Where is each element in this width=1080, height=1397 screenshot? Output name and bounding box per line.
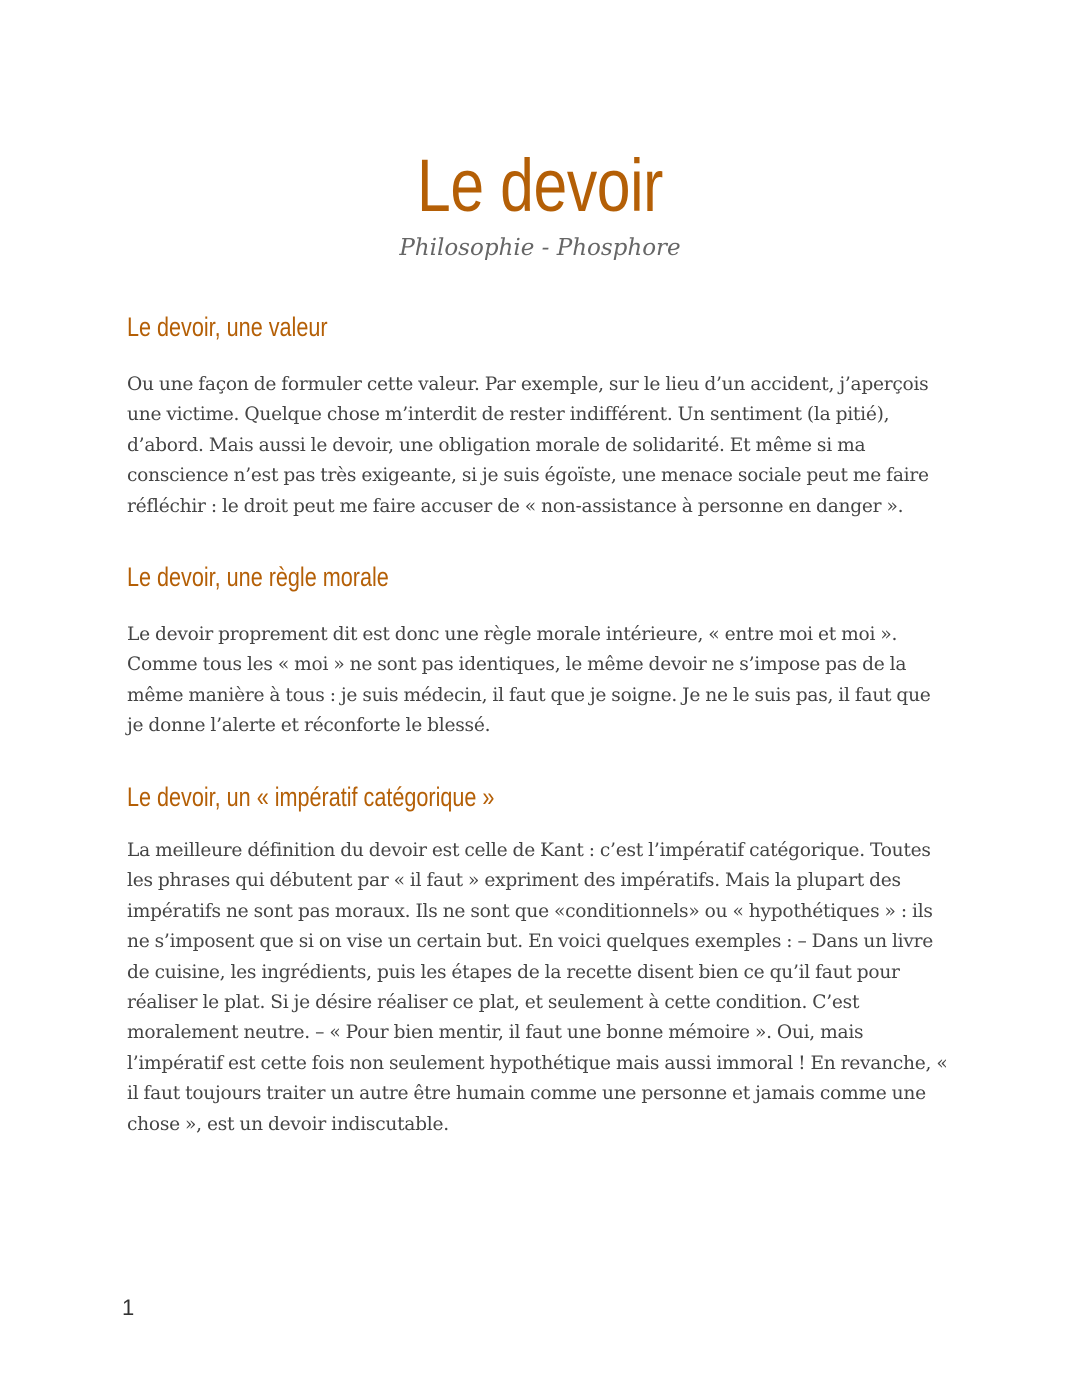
paragraph-line: même manière à tous : je suis médecin, il faut que je soigne. Je ne le suis pas, il faut que bbox=[127, 684, 931, 706]
document-title: Le devoir bbox=[417, 144, 663, 227]
paragraph-line: les phrases qui débutent par « il faut » expriment des impératifs. Mais la plupart des bbox=[127, 870, 901, 892]
paragraph-line: réfléchir : le droit peut me faire accuser de « non-assistance à personne en danger ». bbox=[127, 495, 904, 517]
paragraph-line: Le devoir proprement dit est donc une règle morale intérieure, « entre moi et moi ». bbox=[127, 624, 898, 645]
paragraph-line: réaliser le plat. Si je désire réaliser ce plat, et seulement à cette condition. C’est bbox=[127, 992, 860, 1014]
page-number: 1 bbox=[122, 1295, 135, 1320]
paragraph-line: il faut toujours traiter un autre être humain comme une personne et jamais comme une bbox=[127, 1083, 926, 1105]
paragraph-line: impératifs ne sont pas moraux. Ils ne sont que «conditionnels» ou « hypothétiques » : ils bbox=[127, 900, 933, 922]
paragraph-line: moralement neutre. – « Pour bien mentir, il faut une bonne mémoire ». Oui, mais bbox=[127, 1022, 864, 1044]
section-paragraph bbox=[127, 836, 957, 1140]
section-heading: Le devoir, une valeur bbox=[127, 312, 328, 342]
paragraph-line: La meilleure définition du devoir est celle de Kant : c’est l’impératif catégorique. Toutes bbox=[127, 840, 931, 861]
paragraph-line: conscience n’est pas très exigeante, si je suis égoïste, une menace sociale peut me faire bbox=[127, 465, 929, 487]
section-heading: Le devoir, un « impératif catégorique » bbox=[127, 782, 495, 812]
section-imperatif-categorique bbox=[127, 780, 957, 1140]
paragraph-line: ne s’imposent que si on vise un certain but. En voici quelques exemples : – Dans un livre bbox=[127, 931, 933, 953]
paragraph-line: Ou une façon de formuler cette valeur. Par exemple, sur le lieu d’un accident, j’aperçois bbox=[127, 374, 929, 395]
section-regle-morale bbox=[127, 560, 957, 742]
section-heading: Le devoir, une règle morale bbox=[127, 562, 389, 592]
section-valeur bbox=[127, 310, 957, 522]
paragraph-line: chose », est un devoir indiscutable. bbox=[127, 1113, 449, 1135]
section-paragraph bbox=[127, 370, 957, 522]
paragraph-line: l’impératif est cette fois non seulement hypothétique mais aussi immoral ! En revanche, « bbox=[127, 1052, 948, 1074]
paragraph-line: de cuisine, les ingrédients, puis les étapes de la recette disent bien ce qu’il faut pour bbox=[127, 961, 900, 983]
paragraph-line: je donne l’alerte et réconforte le blessé. bbox=[127, 715, 491, 737]
document-subtitle: Philosophie - Phosphore bbox=[399, 235, 681, 261]
paragraph-line: une victime. Quelque chose m’interdit de rester indifférent. Un sentiment (la pitié), bbox=[127, 404, 890, 426]
paragraph-line: Comme tous les « moi » ne sont pas identiques, le même devoir ne s’impose pas de la bbox=[127, 654, 907, 676]
paragraph-line: d’abord. Mais aussi le devoir, une obligation morale de solidarité. Et même si ma bbox=[127, 434, 866, 456]
section-paragraph bbox=[127, 620, 957, 742]
